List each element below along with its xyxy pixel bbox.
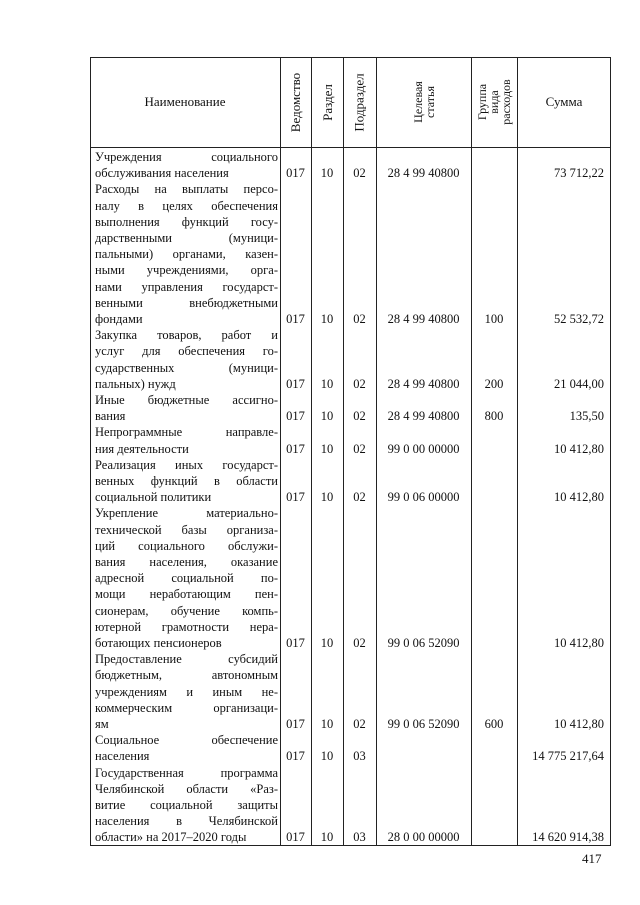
row-name-line: бюджетным, автономным: [95, 668, 278, 683]
razdel-cell: 10: [320, 441, 334, 456]
row-name-line: области» на 2017–2020 годы: [95, 830, 247, 845]
row-name: [95, 505, 278, 651]
row-name-line: пальными) органами, казен-: [95, 247, 278, 262]
row-name: [95, 765, 278, 846]
row-name: [95, 392, 278, 424]
row-name-line: Реализация иных государст-: [95, 457, 278, 472]
table-row: [90, 424, 611, 456]
row-name-line: Учреждения социального: [95, 150, 278, 164]
row-name-line: вания населения, оказание: [95, 555, 278, 569]
summa-cell: 73 712,22: [554, 166, 604, 181]
row-name: [95, 181, 278, 327]
row-name-line: услуг для обеспечения го-: [95, 344, 278, 359]
razdel-cell: 10: [320, 635, 334, 650]
summa-cell: 14 775 217,64: [532, 749, 604, 764]
header-divider: [90, 147, 611, 148]
razdel-cell: 10: [320, 376, 334, 391]
row-name: [95, 149, 278, 181]
razdel-cell: 10: [320, 490, 334, 505]
row-name-line: выполнения функций госу-: [95, 214, 278, 229]
row-name-line: мощи неработающим пен-: [95, 587, 278, 602]
celevaya-statya-cell: 99 0 06 52090: [387, 635, 460, 650]
row-name-line: Иные бюджетные ассигно-: [95, 393, 278, 407]
header-razdel: Раздел: [319, 83, 335, 121]
row-name-line: сионерам, обучение компь-: [95, 603, 278, 618]
row-name-line: коммерческим организаци-: [95, 700, 278, 715]
row-name-line: Предоставление субсидий: [95, 652, 278, 667]
row-name-line: социальной политики: [95, 490, 212, 505]
row-name-line: Укрепление материально-: [95, 506, 278, 521]
row-name-line: обслуживания населения: [95, 166, 229, 181]
header-summa: Сумма: [545, 94, 583, 109]
vedomstvo-cell: 017: [286, 166, 305, 181]
table-row: [90, 651, 611, 732]
row-name-line: дарственными (муници-: [95, 231, 278, 245]
row-name-line: ций социального обслужи-: [95, 538, 278, 553]
podrazdel-cell: 02: [353, 166, 366, 181]
row-name-line: витие социальной защиты: [95, 798, 278, 812]
row-name-line: ютерной грамотности нера-: [95, 619, 278, 634]
podrazdel-cell: 02: [353, 376, 366, 391]
header-podrazdel: Подраздел: [352, 72, 368, 132]
celevaya-statya-cell: 28 4 99 40800: [387, 409, 460, 424]
podrazdel-cell: 02: [353, 441, 366, 456]
gruppa-cell: 800: [484, 409, 504, 424]
podrazdel-cell: 02: [353, 311, 366, 326]
row-name: [95, 327, 278, 392]
celevaya-statya-cell: 28 4 99 40800: [387, 376, 460, 391]
header-name: Наименование: [144, 94, 226, 109]
row-name-line: Челябинской области «Раз-: [95, 781, 278, 796]
row-name-line: Расходы на выплаты персо-: [95, 182, 278, 197]
celevaya-statya-cell: 28 0 00 00000: [387, 830, 460, 845]
page-number: 417: [582, 851, 602, 866]
vedomstvo-cell: 017: [286, 311, 305, 326]
header-celevaya-statya: Целевая статья: [410, 81, 437, 123]
razdel-cell: 10: [320, 409, 334, 424]
header-gruppa-vida-rashodov: Группа вида расходов: [475, 79, 513, 125]
razdel-cell: 10: [320, 749, 334, 764]
vedomstvo-cell: 017: [286, 376, 305, 391]
table-row: [90, 392, 611, 424]
podrazdel-cell: 03: [353, 830, 366, 845]
summa-cell: 52 532,72: [554, 311, 604, 326]
row-name-line: учреждениям и иным не-: [95, 684, 278, 699]
row-name-line: технической базы организа-: [95, 522, 278, 537]
row-name-line: Государственная программа: [95, 765, 278, 780]
vedomstvo-cell: 017: [286, 749, 305, 764]
podrazdel-cell: 03: [353, 749, 366, 764]
celevaya-statya-cell: 99 0 06 52090: [387, 716, 460, 731]
table-row: [90, 327, 611, 392]
row-name: [95, 651, 278, 732]
row-name-line: налу в целях обеспечения: [95, 198, 278, 213]
summa-cell: 135,50: [569, 409, 604, 424]
row-name: [95, 424, 278, 456]
razdel-cell: 10: [320, 716, 334, 731]
gruppa-cell: 600: [484, 716, 504, 731]
table-row: [90, 732, 611, 764]
razdel-cell: 10: [320, 311, 334, 326]
row-name-line: ям: [95, 717, 109, 731]
vedomstvo-cell: 017: [286, 441, 305, 456]
celevaya-statya-cell: 28 4 99 40800: [387, 166, 460, 181]
row-name: [95, 457, 278, 506]
summa-cell: 10 412,80: [554, 635, 604, 650]
table-row: [90, 765, 611, 846]
vedomstvo-cell: 017: [286, 830, 305, 845]
celevaya-statya-cell: 28 4 99 40800: [387, 311, 460, 326]
table-row: [90, 505, 611, 651]
row-name-line: адресной социальной по-: [95, 571, 278, 586]
summa-cell: 10 412,80: [554, 441, 604, 456]
summa-cell: 10 412,80: [554, 716, 604, 731]
row-name-line: фондами: [95, 312, 143, 327]
summa-cell: 10 412,80: [554, 490, 604, 505]
row-name-line: ными учреждениями, орга-: [95, 263, 278, 278]
vedomstvo-cell: 017: [286, 490, 305, 505]
row-name-line: Непрограммные направле-: [95, 425, 278, 440]
table-row: [90, 149, 611, 181]
razdel-cell: 10: [320, 166, 334, 181]
row-name-line: населения в Челябинской: [95, 814, 278, 829]
razdel-cell: 10: [320, 830, 334, 845]
row-name-line: ния деятельности: [95, 441, 189, 456]
podrazdel-cell: 02: [353, 716, 366, 731]
row-name-line: населения: [95, 749, 150, 764]
table-row: [90, 181, 611, 327]
summa-cell: 14 620 914,38: [532, 830, 604, 845]
row-name-line: пальных) нужд: [95, 376, 176, 391]
podrazdel-cell: 02: [353, 635, 366, 650]
row-name-line: Закупка товаров, работ и: [95, 328, 278, 343]
summa-cell: 21 044,00: [554, 376, 604, 391]
table-row: [90, 457, 611, 506]
vedomstvo-cell: 017: [286, 635, 305, 650]
vedomstvo-cell: 017: [286, 716, 305, 731]
gruppa-cell: 200: [484, 376, 504, 391]
row-name-line: вания: [95, 409, 126, 424]
row-name-line: венными внебюджетными: [95, 295, 278, 310]
row-name: [95, 732, 278, 764]
header-vedomstvo: Ведомство: [288, 72, 303, 132]
gruppa-cell: 100: [484, 311, 504, 326]
podrazdel-cell: 02: [353, 409, 366, 424]
row-name-line: Социальное обеспечение: [95, 733, 278, 748]
podrazdel-cell: 02: [353, 490, 366, 505]
row-name-line: нами управления государст-: [95, 279, 278, 294]
vedomstvo-cell: 017: [286, 409, 305, 424]
celevaya-statya-cell: 99 0 00 00000: [387, 441, 460, 456]
row-name-line: сударственных (муници-: [95, 360, 278, 375]
row-name-line: венных функций в области: [95, 474, 278, 488]
celevaya-statya-cell: 99 0 06 00000: [387, 490, 460, 505]
row-name-line: ботающих пенсионеров: [95, 636, 222, 651]
